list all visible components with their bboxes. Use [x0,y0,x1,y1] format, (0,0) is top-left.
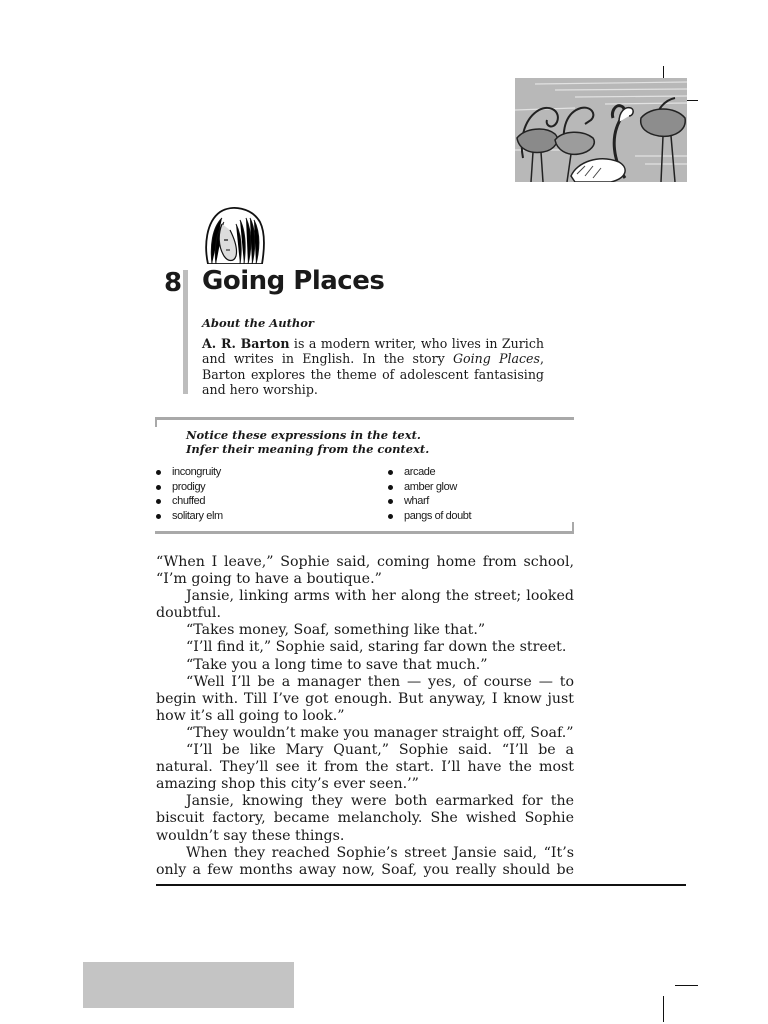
author-portrait-illustration [200,206,268,264]
bullet-icon [156,470,161,475]
about-text-part: , Barton explores the theme of adolescent fantasising and hero worship. [202,351,544,397]
chapter-side-bar [183,270,188,394]
notice-box-corner [572,522,574,533]
page-bottom-rule [156,884,686,886]
vocab-term: amber glow [404,480,457,493]
notice-box-corner [155,417,157,427]
author-name: A. R. Barton [202,336,290,351]
story-body [156,554,574,879]
chapter-number: 8 [164,268,183,298]
story-paragraph: “They wouldn’t make you manager straight off, Soaf.” [186,724,574,741]
vocab-term: pangs of doubt [404,509,472,522]
list-item [156,509,223,524]
list-item [388,480,471,495]
bullet-icon [156,514,161,519]
chapter-title: Going Places [202,266,385,296]
vocab-term: wharf [404,495,429,507]
about-author-text [202,336,544,397]
list-item [156,465,223,480]
story-paragraph: “When I leave,” Sophie said, coming home from school, “I’m going to have a boutique.” [156,554,574,588]
bullet-icon [388,499,393,504]
notice-instruction-2: Infer their meaning from the context. [186,442,430,456]
story-paragraph: “I’ll find it,” Sophie said, staring far down the street. [186,639,567,656]
list-item [388,509,471,524]
crop-mark-bottom-right [675,985,698,986]
about-text-part: is a modern writer, who lives in Zurich and writes in English. In the story [202,336,544,367]
list-item [388,465,471,480]
notice-box-top-rule [155,417,574,420]
story-paragraph: “Take you a long time to save that much.” [186,656,488,673]
notice-instruction-1: Notice these expressions in the text. [186,428,421,442]
vocab-list-left [156,465,223,523]
vocab-term: prodigy [172,480,206,493]
story-paragraph: “I’ll be like Mary Quant,” Sophie said. “I’ll be a natural. They’ll see it from the start. I’ll have the most amazing shop this city’s ever seen.’” [156,742,574,793]
vocab-list-right [388,465,471,523]
story-paragraph: Jansie, linking arms with her along the street; looked doubtful. [156,588,574,622]
story-title-ref: Going Places [452,351,540,367]
vocab-term: arcade [404,466,436,478]
notice-box-bottom-rule [155,531,574,534]
vocab-term: chuffed [172,495,206,507]
story-paragraph: When they reached Sophie’s street Jansie said, “It’s only a few months away now, Soaf, you really should be [156,844,574,878]
bullet-icon [388,470,393,475]
story-paragraph: Jansie, knowing they were both earmarked for the biscuit factory, became melancholy. She wished Sophie wouldn’t say these things. [156,793,574,844]
story-paragraph: “Well I’ll be a manager then — yes, of course — to begin with. Till I’ve got enough. But anyway, I know just how it’s all going to look.” [156,673,574,724]
flamingo-illustration [515,78,687,182]
list-item [156,480,223,495]
vocab-term: solitary elm [172,509,223,522]
bullet-icon [388,485,393,490]
bullet-icon [156,499,161,504]
story-paragraph: “Takes money, Soaf, something like that.” [186,622,486,639]
vocab-term: incongruity [172,466,221,478]
footer-gray-block [83,962,294,1008]
list-item [388,494,471,509]
about-author-heading: About the Author [202,316,314,330]
crop-mark-bottom [663,996,664,1022]
list-item [156,494,223,509]
bullet-icon [388,514,393,519]
bullet-icon [156,485,161,490]
